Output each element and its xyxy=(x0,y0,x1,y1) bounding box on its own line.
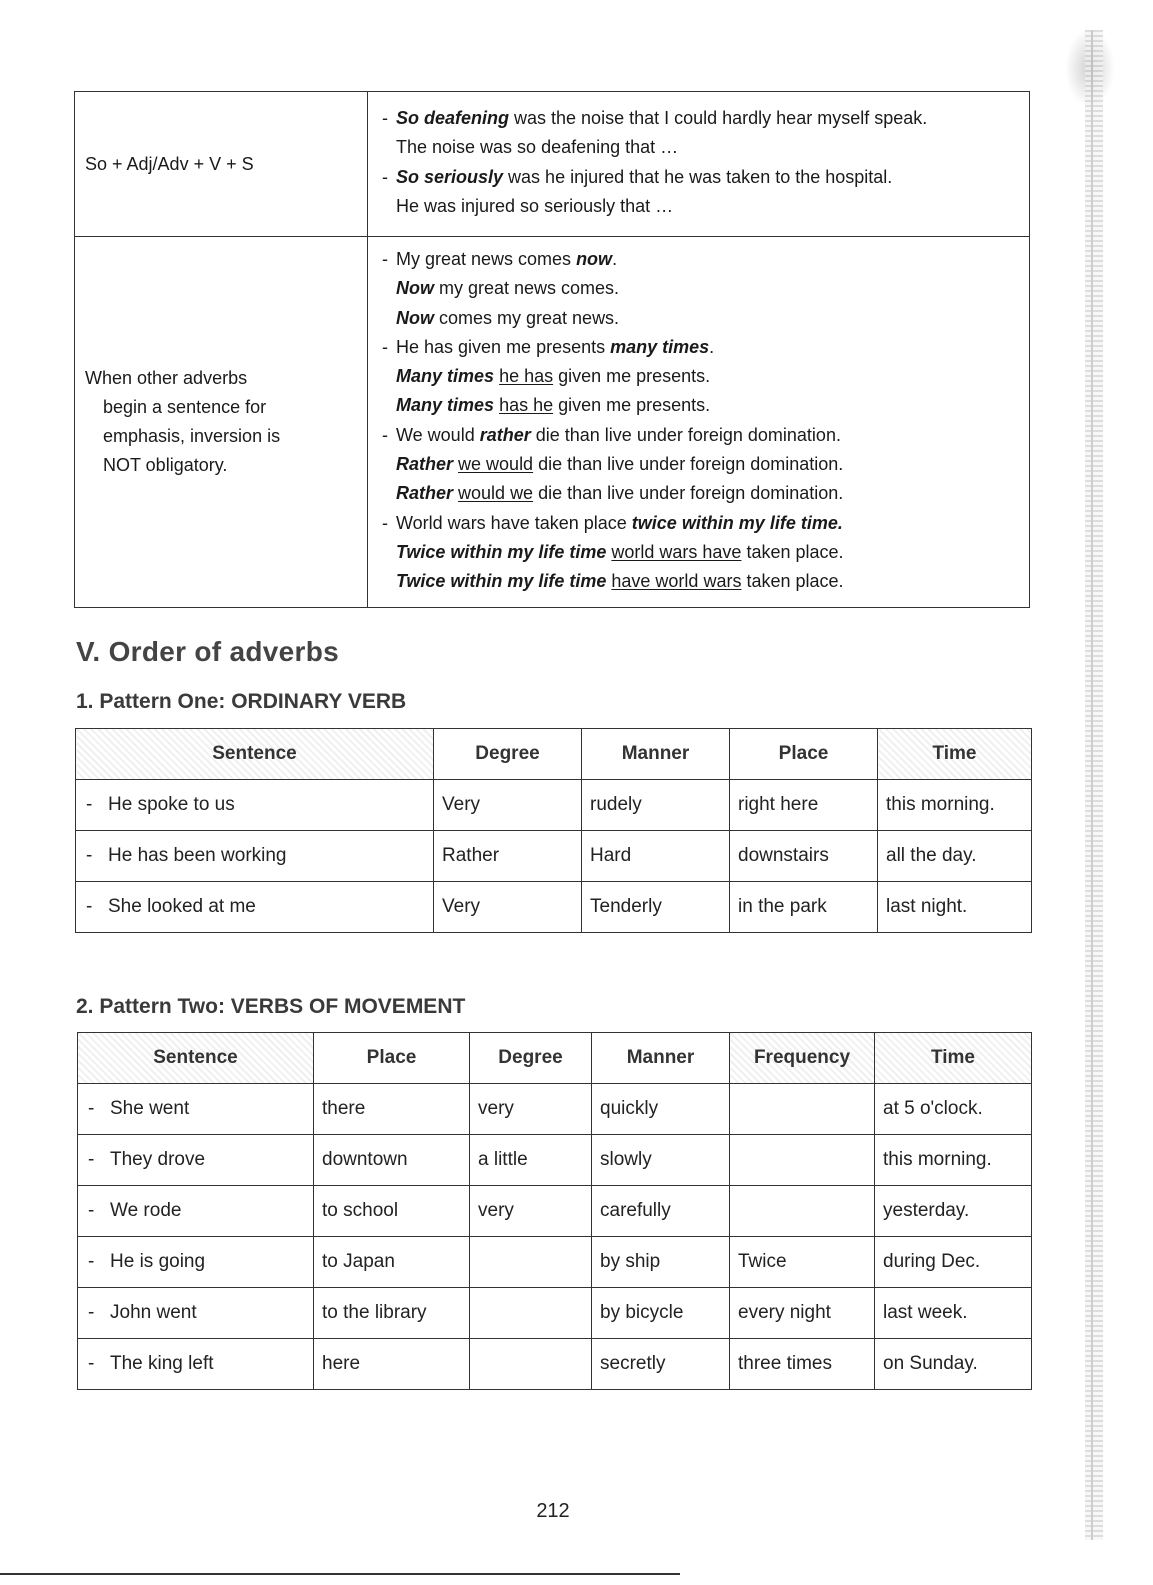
underlined-phrase: have world wars xyxy=(611,571,742,592)
example-text xyxy=(396,362,710,391)
rule-line: emphasis, inversion is xyxy=(103,425,281,446)
table-cell: very xyxy=(470,1084,592,1135)
example-line xyxy=(374,450,1023,479)
table-cell: this morning. xyxy=(878,780,1032,831)
rule-text xyxy=(85,364,357,480)
example-text xyxy=(396,538,844,567)
column-header-place: Place xyxy=(314,1033,470,1084)
example-text xyxy=(396,274,619,303)
table-cell xyxy=(78,1339,314,1390)
emphasized-adverb: Many times xyxy=(396,395,495,416)
table-cell xyxy=(78,1084,314,1135)
table-cell xyxy=(470,1339,592,1390)
table-row xyxy=(78,1237,1032,1288)
table-cell: by bicycle xyxy=(592,1288,730,1339)
example-dash: - xyxy=(382,249,388,269)
rule-line: So + Adj/Adv + V + S xyxy=(85,153,254,174)
example-dash: - xyxy=(382,166,388,187)
inversion-table xyxy=(74,91,1030,608)
column-header-time: Time xyxy=(875,1033,1032,1084)
example-line xyxy=(374,509,1023,538)
table-cell: last night. xyxy=(878,882,1032,933)
example-dash xyxy=(374,362,396,391)
table-row xyxy=(76,831,1032,882)
row-dash: - xyxy=(88,1098,95,1119)
emphasized-adverb: Now xyxy=(396,307,434,328)
example-fragment: given me presents. xyxy=(553,366,711,387)
emphasized-adverb: Rather xyxy=(396,454,454,475)
example-line xyxy=(374,567,1023,596)
column-header-sentence: Sentence xyxy=(78,1033,314,1084)
example-line xyxy=(374,362,1023,391)
example-text xyxy=(396,133,678,162)
table-cell: every night xyxy=(730,1288,875,1339)
emphasized-adverb: So seriously xyxy=(396,166,504,187)
underlined-phrase: has he xyxy=(499,395,554,416)
rule-cell xyxy=(75,237,368,608)
column-header-degree: Degree xyxy=(434,729,582,780)
column-header-time: Time xyxy=(878,729,1032,780)
example-dash xyxy=(374,274,396,303)
example-line xyxy=(374,245,1023,274)
underlined-phrase: we would xyxy=(458,454,534,475)
table-cell: slowly xyxy=(592,1135,730,1186)
example-line xyxy=(374,304,1023,333)
sentence-text: He spoke to us xyxy=(108,794,235,815)
rule-line: begin a sentence for xyxy=(103,396,267,417)
table-cell: to school xyxy=(314,1186,470,1237)
example-fragment: World wars have taken place xyxy=(396,512,632,533)
example-dash: - xyxy=(382,108,388,128)
example-dash xyxy=(374,450,396,479)
example-dash xyxy=(374,192,396,221)
emphasized-adverb: Now xyxy=(396,278,434,299)
underlined-phrase: would we xyxy=(458,483,534,504)
sentence-text: She went xyxy=(110,1098,190,1119)
example-line xyxy=(374,104,1023,133)
table-cell xyxy=(730,1186,875,1237)
example-dash: - xyxy=(382,512,388,533)
table-cell: there xyxy=(314,1084,470,1135)
sentence-text: She looked at me xyxy=(108,896,256,917)
table-cell: to the library xyxy=(314,1288,470,1339)
table-cell xyxy=(78,1186,314,1237)
sentence-text: The king left xyxy=(110,1353,214,1374)
row-dash: - xyxy=(88,1200,95,1221)
example-fragment: taken place. xyxy=(741,541,844,562)
example-text xyxy=(396,479,843,508)
emphasized-adverb: twice within my life time. xyxy=(631,512,843,533)
example-line xyxy=(374,421,1023,450)
example-fragment: My great news comes xyxy=(396,249,577,269)
table-cell: Very xyxy=(434,780,582,831)
example-text xyxy=(396,163,892,192)
underlined-phrase: he has xyxy=(499,366,554,387)
table-cell: in the park xyxy=(730,882,878,933)
pattern-one-table xyxy=(75,728,1032,933)
row-dash: - xyxy=(88,1149,95,1170)
column-header-manner: Manner xyxy=(582,729,730,780)
row-dash: - xyxy=(86,794,93,815)
table-cell: carefully xyxy=(592,1186,730,1237)
example-fragment: given me presents. xyxy=(553,395,711,416)
example-fragment: He was injured so seriously that … xyxy=(396,195,674,216)
example-dash xyxy=(374,304,396,333)
table-row xyxy=(76,882,1032,933)
table-row xyxy=(78,1135,1032,1186)
table-cell xyxy=(76,882,434,933)
table-cell: to Japan xyxy=(314,1237,470,1288)
example-line xyxy=(374,333,1023,362)
example-text xyxy=(396,509,843,538)
underlined-phrase: world wars have xyxy=(611,541,742,562)
table-cell: yesterday. xyxy=(875,1186,1032,1237)
example-fragment: die than live under foreign domination. xyxy=(530,424,841,445)
example-line xyxy=(374,133,1023,162)
example-fragment: He has given me presents xyxy=(396,336,611,357)
table-cell: Twice xyxy=(730,1237,875,1288)
row-dash: - xyxy=(86,896,93,917)
example-fragment: We would xyxy=(396,424,480,445)
table-cell: secretly xyxy=(592,1339,730,1390)
rule-cell xyxy=(75,92,368,237)
table-cell xyxy=(78,1237,314,1288)
scan-binding-edge xyxy=(1085,30,1103,1540)
example-fragment: my great news comes. xyxy=(434,278,620,299)
example-line xyxy=(374,274,1023,303)
example-dash: - xyxy=(382,424,388,445)
example-fragment: was the noise that I could hardly hear myself speak. xyxy=(509,108,928,128)
example-fragment: taken place. xyxy=(741,571,844,592)
example-dash xyxy=(374,133,396,162)
example-text xyxy=(396,391,710,420)
examples-cell xyxy=(368,237,1030,608)
table-cell: during Dec. xyxy=(875,1237,1032,1288)
table-cell xyxy=(470,1288,592,1339)
table-cell: very xyxy=(470,1186,592,1237)
example-text xyxy=(396,333,714,362)
table-cell xyxy=(76,780,434,831)
row-dash: - xyxy=(88,1302,95,1323)
emphasized-adverb: So deafening xyxy=(396,108,510,128)
emphasized-adverb: Twice within my life time xyxy=(396,571,607,592)
table-cell: three times xyxy=(730,1339,875,1390)
example-dash xyxy=(374,391,396,420)
sentence-text: John went xyxy=(110,1302,197,1323)
column-header-degree: Degree xyxy=(470,1033,592,1084)
column-header-manner: Manner xyxy=(592,1033,730,1084)
example-fragment: The noise was so deafening that … xyxy=(396,137,679,158)
example-line xyxy=(374,163,1023,192)
column-header-place: Place xyxy=(730,729,878,780)
emphasized-adverb: Many times xyxy=(396,366,495,387)
table-cell xyxy=(78,1288,314,1339)
sentence-text: He is going xyxy=(110,1251,206,1272)
sentence-text: We rode xyxy=(110,1200,182,1221)
example-text xyxy=(396,104,927,133)
pattern-one-title: 1. Pattern One: ORDINARY VERB xyxy=(76,690,407,713)
sentence-text: They drove xyxy=(110,1149,206,1170)
example-text xyxy=(396,192,673,221)
example-dash xyxy=(374,538,396,567)
pattern-two-table xyxy=(77,1032,1032,1390)
table-cell xyxy=(730,1084,875,1135)
example-fragment: die than live under foreign domination. xyxy=(533,483,844,504)
example-fragment: comes my great news. xyxy=(434,307,620,328)
emphasized-adverb: rather xyxy=(479,424,531,445)
table-cell xyxy=(730,1135,875,1186)
emphasized-adverb: Rather xyxy=(396,483,454,504)
examples-cell xyxy=(368,92,1030,237)
table-cell: last week. xyxy=(875,1288,1032,1339)
emphasized-adverb: now xyxy=(576,249,613,269)
table-cell xyxy=(76,831,434,882)
section-title: V. Order of adverbs xyxy=(76,636,339,667)
example-line xyxy=(374,391,1023,420)
table-cell: right here xyxy=(730,780,878,831)
bottom-rule xyxy=(0,1573,680,1575)
table-cell: rudely xyxy=(582,780,730,831)
example-line xyxy=(374,538,1023,567)
page-number: 212 xyxy=(536,1500,570,1522)
rule-line: NOT obligatory. xyxy=(103,454,228,475)
example-text xyxy=(396,450,843,479)
table-cell: downtown xyxy=(314,1135,470,1186)
emphasized-adverb: Twice within my life time xyxy=(396,541,607,562)
table-cell: all the day. xyxy=(878,831,1032,882)
table-cell: downstairs xyxy=(730,831,878,882)
table-cell: a little xyxy=(470,1135,592,1186)
table-row xyxy=(78,1339,1032,1390)
table-cell: this morning. xyxy=(875,1135,1032,1186)
example-dash xyxy=(374,567,396,596)
table-row xyxy=(78,1288,1032,1339)
pattern-two-title: 2. Pattern Two: VERBS OF MOVEMENT xyxy=(76,995,466,1018)
row-dash: - xyxy=(88,1353,95,1374)
table-row xyxy=(78,1186,1032,1237)
table-row xyxy=(78,1084,1032,1135)
inversion-row xyxy=(75,237,1030,608)
row-dash: - xyxy=(86,845,93,866)
example-fragment: die than live under foreign domination. xyxy=(533,454,844,475)
table-cell: Very xyxy=(434,882,582,933)
example-line xyxy=(374,192,1023,221)
table-cell xyxy=(470,1237,592,1288)
column-header-sentence: Sentence xyxy=(76,729,434,780)
rule-text xyxy=(85,150,357,179)
example-fragment: was he injured that he was taken to the hospital. xyxy=(503,166,893,187)
table-cell: here xyxy=(314,1339,470,1390)
table-cell: quickly xyxy=(592,1084,730,1135)
table-row xyxy=(76,780,1032,831)
table-cell xyxy=(78,1135,314,1186)
example-text xyxy=(396,304,619,333)
sentence-text: He has been working xyxy=(108,845,287,866)
table-cell: Rather xyxy=(434,831,582,882)
table-cell: on Sunday. xyxy=(875,1339,1032,1390)
table-cell: Hard xyxy=(582,831,730,882)
example-line xyxy=(374,479,1023,508)
row-dash: - xyxy=(88,1251,95,1272)
example-text xyxy=(396,421,841,450)
emphasized-adverb: many times xyxy=(610,336,710,357)
example-dash: - xyxy=(382,336,388,357)
rule-line: When other adverbs xyxy=(85,367,248,388)
example-fragment: . xyxy=(612,249,618,269)
column-header-frequency: Frequency xyxy=(730,1033,875,1084)
example-fragment: . xyxy=(709,336,715,357)
table-cell: Tenderly xyxy=(582,882,730,933)
table-cell: at 5 o'clock. xyxy=(875,1084,1032,1135)
table-cell: by ship xyxy=(592,1237,730,1288)
example-text xyxy=(396,567,844,596)
inversion-row xyxy=(75,92,1030,237)
example-text xyxy=(396,245,617,274)
example-dash xyxy=(374,479,396,508)
